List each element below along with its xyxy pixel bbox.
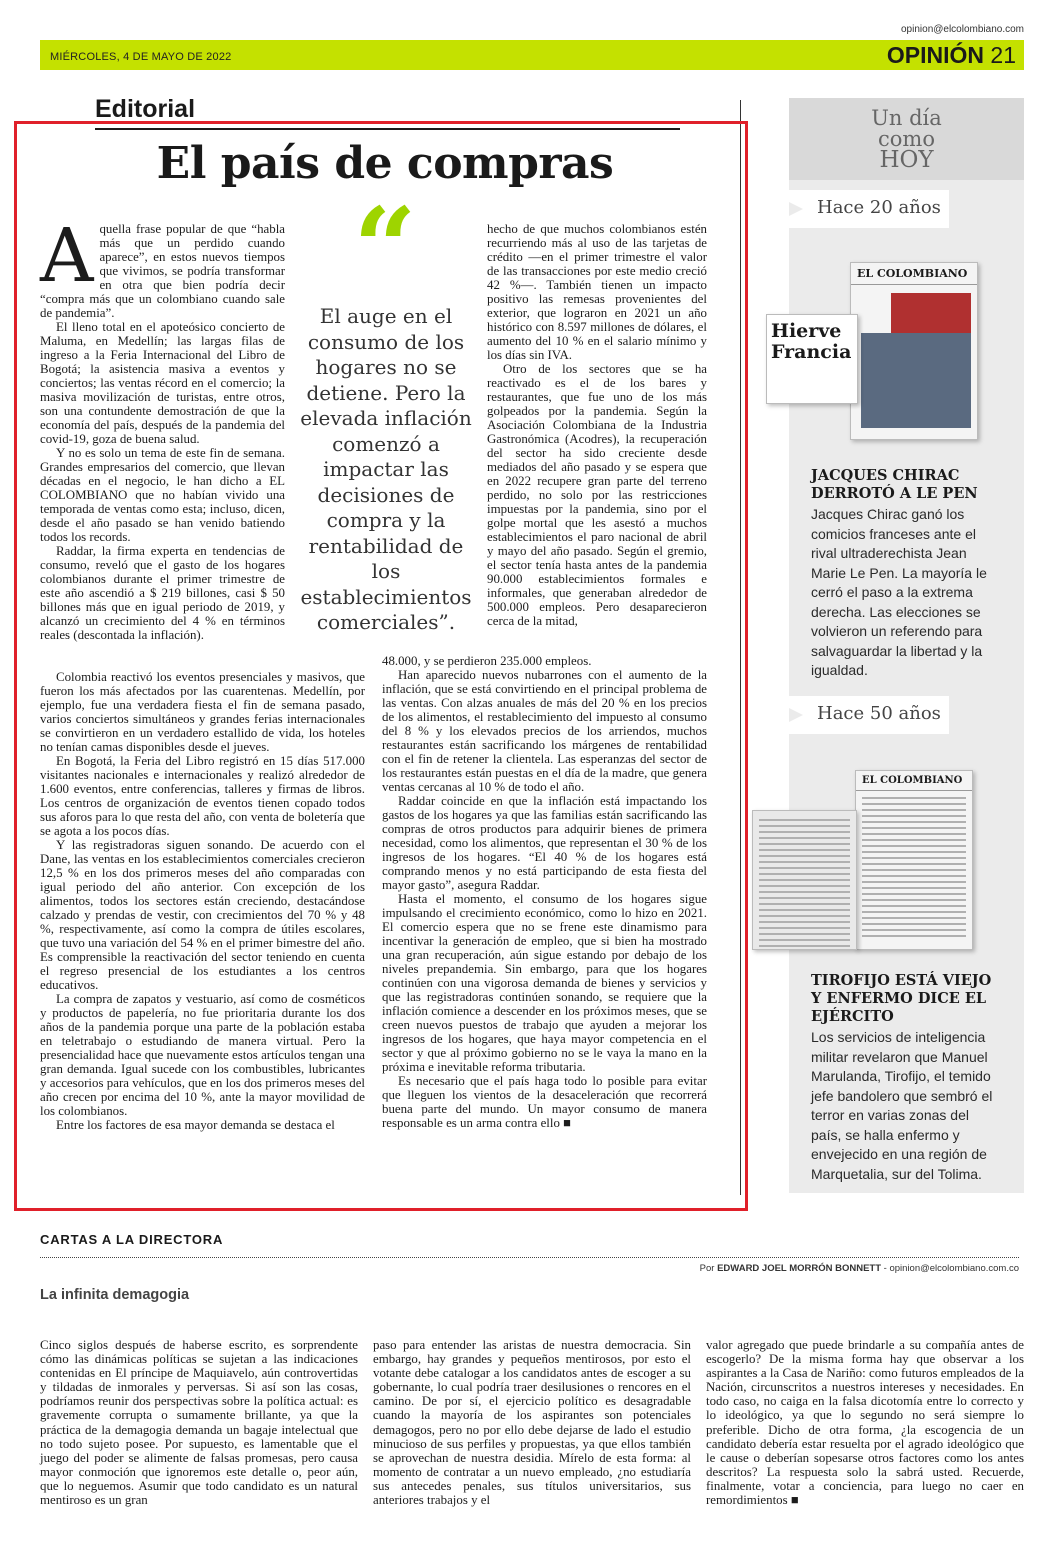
- editorial-column-1: [40, 213, 285, 642]
- editorial-paragraph: Es necesario que el país haga todo lo posible para evitar que lleguen los vientos de la desaceleración que recorrerá buena parte del mundo. Un mayor consumo de manera responsable es un arma contra ello ■: [382, 1074, 707, 1130]
- editorial-column-2-3: [382, 654, 707, 1130]
- paper-masthead-1972: EL COLOMBIANO: [856, 771, 972, 791]
- editorial-headline: El país de compras: [156, 138, 614, 189]
- sidebar-item1-text: Jacques Chirac ganó los comicios franceses ante el rival ultraderechista Jean Marie Le Pen. La mayoría le cerró el paso a la extrema derecha. Las elecciones se volvieron un referendo para salvaguardar la libertad y la igualdad.: [811, 506, 987, 678]
- newspaper-clipping-2002: [766, 314, 858, 404]
- editorial-paragraph: Colombia reactivó los eventos presenciales y masivos, que fueron los más afectados por las cuarentenas. Medellín, por ejemplo, fue una verdadera fiesta el fin de semana pasado, varios conciertos simultáneos y grandes ferias internacionales se convirtieron en un verdadero estallido de vida, los hoteles no tenían camas disponibles desde el jueves.: [40, 670, 365, 754]
- editorial-paragraph: Raddar coincide en que la inflación está impactando los gastos de los hogares ya que las familias están sacrificando las compras de otros productos para adquirir bienes de primera necesidad, como los alimentos, que representan el 30 % de los ingresos de los hogares. “El 40 % de los hogares está comprando menos y no está participando de esta fiesta del mayor gasto”, asegura Raddar.: [382, 794, 707, 892]
- quote-mark-icon: “: [353, 183, 417, 312]
- sidebar-heading-line1: Un día: [871, 106, 942, 130]
- section-name: [887, 42, 1016, 69]
- byline-prefix: Por: [699, 1263, 715, 1274]
- pull-quote: El auge en el consumo de los hogares no se detiene. Pero la elevada inflación comenzó a impactar las decisiones de compra y la rentabilidad de los establecimientos comerciales”.: [300, 304, 472, 634]
- sidebar-item1-title: JACQUES CHIRAC DERROTÓ A LE PEN: [811, 467, 978, 502]
- editorial-paragraph: Aquella frase popular de que “habla más que un perdido cuando aparece”, en estos nuevos tiempos que vivimos, se podría transformar en otra que bien podría decir “compra más que un colombiano cuando sale de pandemia”.: [40, 213, 285, 320]
- editorial-paragraph: En Bogotá, la Feria del Libro registró en 15 días 517.000 visitantes nacionales e internacionales y realizó alrededor de 1.600 eventos, entre conferencias, talleres y firmas de libros. Los centros de organización de eventos tienen copado todos sus aforos para lo que resta del año, con venta de boletería que se agota a los pocos días.: [40, 754, 365, 838]
- sidebar-heading-line2: como: [878, 127, 935, 151]
- editorial-paragraph: Hasta el momento, el consumo de los hogares sigue impulsando el crecimiento económico, como lo hizo en 2021. El comercio espera que no se frene este dinamismo para incentivar la generación de empleo, que si bien ha mostrado una gran recuperación, aún sigue estando por debajo de los niveles prepandemia. Sin embargo, para que los hogares continúen con una vigorosa demanda de bienes y servicios y que las registradoras continúen sonando, se requiere que la inflación comience a descender en los próximos meses, que se creen nuevos puestos de trabajo que ayuden a mejorar los ingresos de los hogares, que haya mayor competencia en el sector y que al próximo gobierno no se le vaya la mano en la próxima e inevitable reforma tributaria.: [382, 892, 707, 1074]
- editorial-paragraph: Otro de los sectores que se ha reactivado es el de los bares y restaurantes, que fue uno de los más golpeados por la pandemia. Según la Asociación Colombiana de la Industria Gastronómica (Acodres), la recuperación del sector ha sido creciente desde mediados del año pasado y se espera que en 2022 recupere gran parte del terreno perdido, no solo por las restricciones impuestas por la pandemia, sino por el golpe mortal que les asestó a muchos establecimientos el paro nacional de abril y mayo del año pasado. Según el gremio, el sector tenía hasta antes de la pandemia 90.000 establecimientos formales e informales, que generaban alrededor de 500.000 empleos. Pero desaparecieron cerca de la mitad,: [487, 362, 707, 628]
- letters-section-title: CARTAS A LA DIRECTORA: [40, 1232, 224, 1247]
- editorial-column-1-lower: [40, 670, 365, 1132]
- paper-headline: Hierve Francia: [771, 320, 852, 363]
- letter-column-3: valor agregado que puede brindarle a su compañía antes de escogerlo? De la misma forma hay que observar a los aspirantes a la Casa de Nariño: como futuros empleados de la Nación, circunscritos a nuestros intereses y necesidades. En todo caso, no caiga en la falsa dicotomía entre lo correcto y lo ideológico, ya que lo segundo no será siempre lo preferible. Dicho de otra forma, ¿la escogencia de un candidato debería estar resuelta por el agrado ideológico que le cause o deberían sopesarse otros factores como los antes descritos? La respuesta solo la sabrá usted. Recuerde, finalmente, votar a conciencia, para luego no caer en remordimientos ■: [706, 1338, 1024, 1508]
- letter-column-2: paso para entender las aristas de nuestra democracia. Sin embargo, hay grandes y pequeños mentirosos, por esto el votante debe catalogar a los candidatos antes de escoger a su gobernante, lo cual podría traer desilusiones o rencores en el camino. De por sí, el ejercicio político es desagradable cuando la mayoría de los aspirantes son potenciales demagogos, pero no por ello debe dejarse de lado el estudio minucioso de sus perfiles y propuestas, ya que ellos también se aprovechan de nuestra desidia. Mírelo de esta forma: al momento de contratar a un nuevo empleado, ¿no estudiaría sus antecedes penales, sus títulos universitarios, sus anteriores trabajos y el: [373, 1338, 691, 1508]
- header-email[interactable]: opinion@elcolombiano.com: [901, 24, 1024, 35]
- sidebar-heading-line3: HOY: [879, 147, 934, 173]
- newspaper-clipping-1972: [752, 810, 857, 950]
- sidebar-item2-title: TIROFIJO ESTÁ VIEJO Y ENFERMO DICE EL EJÉRCITO: [811, 972, 992, 1025]
- byline-email[interactable]: - opinion@elcolombiano.com.co: [883, 1263, 1019, 1274]
- editorial-paragraph: 48.000, y se perdieron 235.000 empleos.: [382, 654, 592, 668]
- sidebar-heading: [789, 98, 1024, 180]
- editorial-paragraph: La compra de zapatos y vestuario, así como de cosméticos y productos de papelería, no fue prioritaria durante los dos años de la pandemia porque una parte de la población estaba en teletrabajo o estudiando de manera virtual. Pero la presencialidad hace que nuevamente estos artículos tengan una gran demanda. Igual sucede con los combustibles, lubricantes y accesorios para vehículos, que en los dos primeros meses del año crecen por encima del 10 %, ante la mayor movilidad de los colombianos.: [40, 992, 365, 1118]
- sidebar-item2-text: Los servicios de inteligencia militar revelaron que Manuel Marulanda, Tirofijo, el temido jefe bandolero que sembró el terror en varias zonas del país, se halla enfermo y envejecido en una región de Marquetalia, sur del Tolima.: [811, 1029, 993, 1182]
- tab-hace-20: Hace 20 años: [789, 190, 949, 228]
- editorial-column-3: [487, 222, 707, 628]
- editorial-paragraph: hecho de que muchos colombianos estén recurriendo más al uso de las tarjetas de crédito —en el primer trimestre el valor de las transacciones por este medio creció 42 %—. También tienen un impacto positivo las remesas provenientes del exterior, que lograron en 2021 un año histórico con 8.597 millones de dólares, el aumento del 10 % en el salario mínimo y los días sin IVA.: [487, 222, 707, 362]
- section-title: OPINIÓN: [886, 42, 985, 68]
- page-number: 21: [990, 42, 1016, 68]
- editorial-label: Editorial: [95, 95, 196, 123]
- tab-hace-50: Hace 50 años: [789, 696, 949, 734]
- newspaper-2002-image: [850, 262, 978, 440]
- letters-byline: [700, 1263, 1019, 1274]
- issue-date: MIÉRCOLES, 4 DE MAYO DE 2022: [50, 51, 232, 63]
- editorial-paragraph: Y no es solo un tema de este fin de semana. Grandes empresarios del comercio, que llevan décadas en el negocio, le han dicho a EL COLOMBIANO que no habían vivido una temporada de ventas como esta; incluso, dicen, desde el año pasado se han venido batiendo todos los records.: [40, 446, 285, 544]
- letter-column-1: Cinco siglos después de haberse escrito, es sorprendente cómo las dinámicas políticas se sujetan a las indicaciones contenidas en El príncipe de Maquiavelo, aún controvertidas y tildadas de inmorales y perversas. Si así son las cosas, podríamos reunir dos perspectivas sobre la política actual: es gravemente corrupta o sumamente brillante, ya que la práctica de la demagogia demanda un bagaje intelectual que no todo sujeto posee. Por supuesto, es lamentable que el juego del poder se alimente de falsas promesas, pero causa mayor conmoción que ignoremos este detalle o, peor aún, que lo neguemos. Asumir que todo candidato es un natural mentiroso es un gran: [40, 1338, 358, 1508]
- byline-author: EDWARD JOEL MORRÓN BONNETT: [717, 1263, 882, 1274]
- drop-cap: A: [40, 213, 94, 299]
- paper-masthead: EL COLOMBIANO: [851, 263, 977, 285]
- section-banner: [40, 40, 1024, 70]
- editorial-paragraph: Han aparecido nuevos nubarrones con el aumento de la inflación, que se está convirtiendo en el principal problema de las ventas. Con alzas anuales de más del 20 % en los precios de los alimentos, el restablecimiento del impuesto al consumo del 8 % y los elevados precios de los arriendos, muchos restaurantes están sacrificando los márgenes de rentabilidad con el fin de retener la clientela. Las esperanzas del sector de los restaurantes están puestas en el día de la madre, que genera ventas cercanas al 10 % de todo el año.: [382, 668, 707, 794]
- editorial-paragraph: Y las registradoras siguen sonando. De acuerdo con el Dane, las ventas en los establecimientos comerciales crecieron 12,5 % en los dos primeros meses del año comparadas con igual periodo del año anterior. Con excepción de los alimentos, todos los sectores están creciendo, destacándose calzado y prendas de vestir, con crecimientos del 70 % y 48 %, respectivamente, así como la compra de útiles escolares, que tuvo una variación del 54 % en el primer bimestre del año. Es comprensible la reactivación del sector teniendo en cuenta el regreso presencial de los estudiantes a los centros educativos.: [40, 838, 365, 992]
- letters-divider: [40, 1257, 1019, 1258]
- editorial-paragraph: Entre los factores de esa mayor demanda se destaca el: [56, 1118, 335, 1132]
- newspaper-1972-image: [855, 770, 973, 950]
- editorial-paragraph: El lleno total en el apoteósico concierto de Maluma, en Medellín; las largas filas de ingreso a la Feria Internacional del Libro de Bogotá; la asistencia masiva a eventos y conciertos; las ventas récord en el comercio; la masiva movilización de turistas, entre otros, son una contundente demostración de que la economía del país, después de la pandemia del covid-19, goza de buena salud.: [40, 320, 285, 446]
- editorial-paragraph: Raddar, la firma experta en tendencias de consumo, reveló que el gasto de los hogares colombianos durante el primer trimestre de este año ascendió a $ 219 billones, casi $ 50 billones más que en igual periodo de 2019, y alcanzó un crecimiento del 4 % en términos reales (descontada la inflación).: [40, 544, 285, 642]
- letter-title: La infinita demagogia: [40, 1287, 190, 1303]
